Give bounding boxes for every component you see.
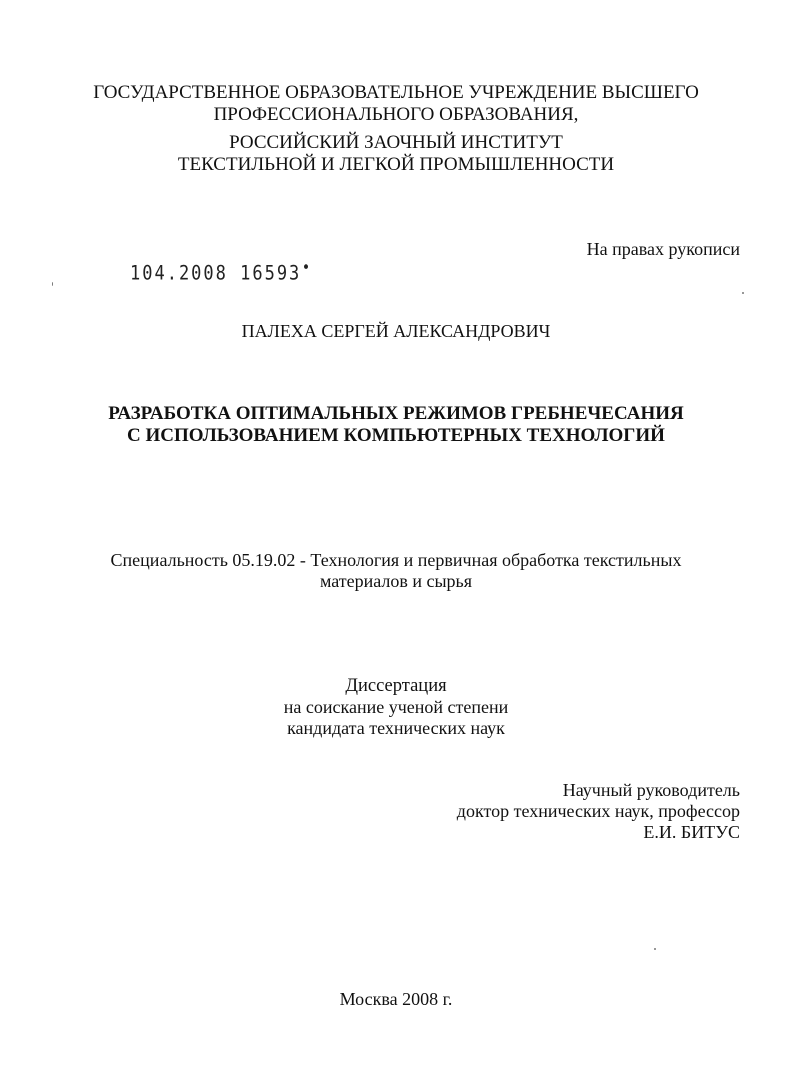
city-year: Москва 2008 г.: [339, 989, 453, 1009]
scan-speck: [742, 292, 744, 294]
author-name: ПАЛЕХА СЕРГЕЙ АЛЕКСАНДРОВИЧ: [241, 321, 551, 341]
scan-speck: [654, 948, 656, 950]
title-line-1: РАЗРАБОТКА ОПТИМАЛЬНЫХ РЕЖИМОВ ГРЕБНЕЧЕСАНИЯ: [108, 403, 684, 424]
institution-line-4: ТЕКСТИЛЬНОЙ И ЛЕГКОЙ ПРОМЫШЛЕННОСТИ: [177, 154, 615, 175]
specialty-line-2: материалов и сырья: [319, 571, 473, 591]
scan-speck: [52, 282, 53, 286]
institution-header: [40, 82, 752, 176]
dissertation-line-1: на соискание ученой степени: [283, 697, 509, 717]
supervisor-degree: доктор технических наук, профессор: [456, 801, 740, 821]
dissertation-title: [60, 403, 732, 447]
rights-note: На правах рукописи: [586, 239, 740, 259]
supervisor-name: Е.И. БИТУС: [643, 822, 740, 842]
institution-line-1: ГОСУДАРСТВЕННОЕ ОБРАЗОВАТЕЛЬНОЕ УЧРЕЖДЕНИЕ ВЫСШЕГО: [93, 82, 699, 103]
dissertation-heading: Диссертация: [345, 676, 447, 696]
institution-line-2: ПРОФЕССИОНАЛЬНОГО ОБРАЗОВАНИЯ,: [213, 104, 579, 125]
dissertation-line-2: кандидата технических наук: [287, 718, 505, 738]
dissertation-info: [60, 676, 732, 739]
institution-line-3: РОССИЙСКИЙ ЗАОЧНЫЙ ИНСТИТУТ: [229, 132, 563, 153]
supervisor-role: Научный руководитель: [562, 780, 740, 800]
stamp-dot-mark: [304, 264, 308, 269]
specialty: [60, 550, 732, 592]
supervisor-block: [400, 780, 740, 843]
registration-stamp: [130, 262, 308, 285]
title-line-2: С ИСПОЛЬЗОВАНИЕМ КОМПЬЮТЕРНЫХ ТЕХНОЛОГИЙ: [127, 425, 665, 446]
stamp-number: 104.2008 16593: [130, 262, 302, 285]
specialty-line-1: Специальность 05.19.02 - Технология и первичная обработка текстильных: [110, 550, 682, 570]
